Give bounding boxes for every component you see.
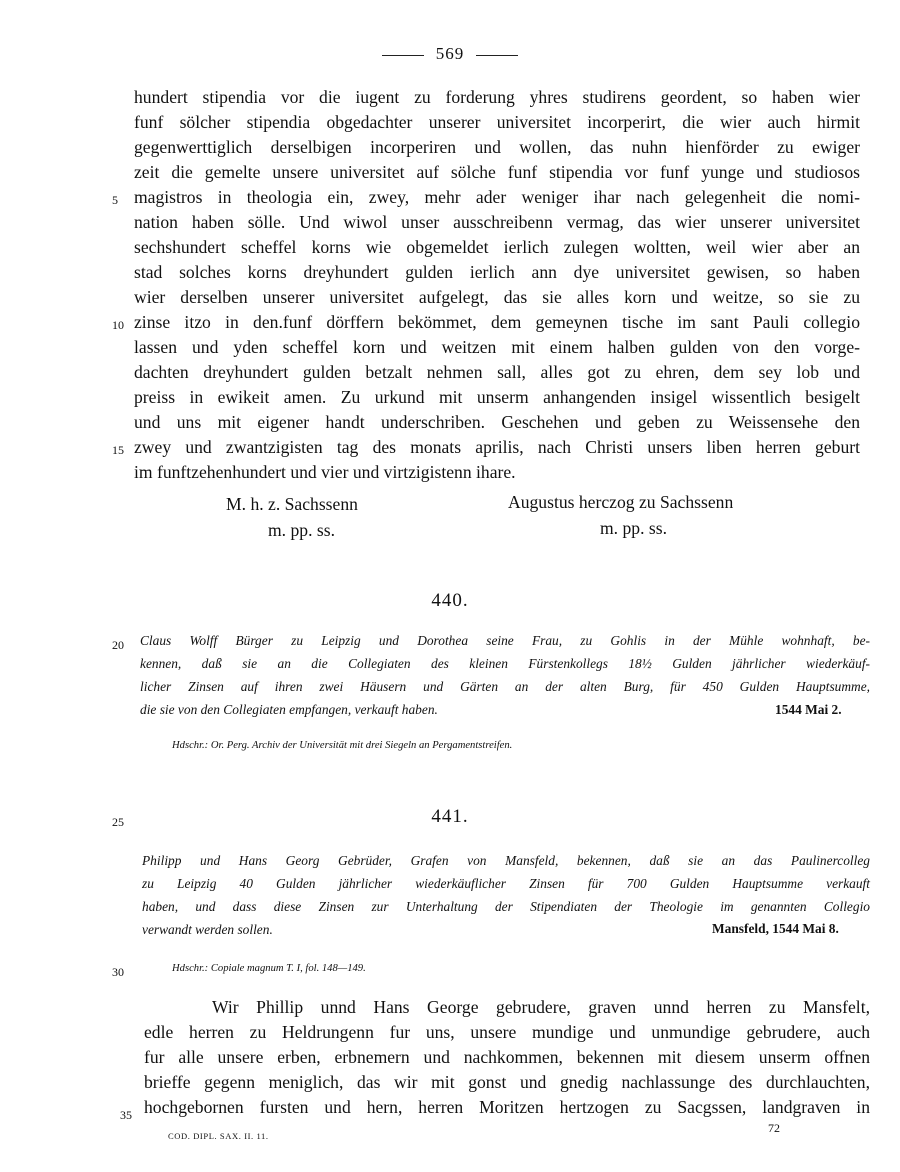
body-line: magistros in theologia ein, zwey, mehr ader weniger ihar nach gelegenheit die nomi- [134,187,860,207]
line-number: 15 [112,443,124,457]
footer-series: COD. DIPL. SAX. II. 11. [168,1131,269,1141]
line-number: 10 [112,318,124,332]
source-note: Hdschr.: Or. Perg. Archiv der Universität mit drei Siegeln an Pergamentstreifen. [172,740,513,751]
document-date: Mansfeld, 1544 Mai 8. [712,921,839,936]
signature-left-mark: m. pp. ss. [268,520,335,540]
source-note: Hdschr.: Copiale magnum T. I, fol. 148—149. [172,963,366,974]
body-line: Wir Phillip unnd Hans George gebrudere, graven unnd herren zu Mansfelt, [212,997,870,1017]
page-number: 569 [435,44,465,63]
document-number-440: 440. [431,590,469,611]
body-line: sechshundert scheffel korns wie obgemeldet ierlich zulegen woltten, weil wier aber an [134,237,860,257]
body-line: zwey und zwantzigisten tag des monats aprilis, nach Christi unsers liben herren geburt [134,437,860,457]
regest-line: kennen, daß sie an die Collegiaten des kleinen Fürstenkollegs 18½ Gulden jährlicher wiederkäuf- [140,656,870,671]
regest-line: Philipp und Hans Georg Gebrüder, Grafen von Mansfeld, bekennen, daß sie an das Paulinercolleg [142,853,870,868]
header-dash-right [476,55,518,56]
line-number: 20 [112,638,124,652]
body-line: zeit die gemelte unsere universitet auf sölche funf stipendia vor funf yunge und studiosos [134,162,860,182]
body-line: dachten dreyhundert gulden betzalt nehmen sall, alles got zu ehren, dem sey lob und [134,362,860,382]
signature-left-name: M. h. z. Sachssenn [226,494,358,514]
body-line: funf sölcher stipendia obgedachter unserer universitet incorperirt, die wier auch hirmit [134,112,860,132]
line-number: 25 [112,815,124,829]
body-line: stad solches korns dreyhundert gulden ierlich ann dye universitet gewisen, so haben [134,262,860,282]
body-line: im funftzehenhundert und vier und virtzigistenn ihare. [134,462,516,482]
body-line: edle herren zu Heldrungenn fur uns, unsere mundige und unmundige gebrudere, auch [144,1022,870,1042]
regest-line: verwandt werden sollen. [142,922,273,937]
regest-line: haben, und dass diese Zinsen zur Unterhaltung der Stipendiaten der Theologie im genannten Collegio [142,899,870,914]
body-line: hundert stipendia vor die iugent zu forderung yhres studirens geordent, so haben wier [134,87,860,107]
document-number-441: 441. [431,806,469,827]
body-line: brieffe gegenn meniglich, das wir mit gonst und gnedig nachlassunge des durchlauchten, [144,1072,870,1092]
page-header [0,44,900,64]
header-dash-left [382,55,424,56]
regest-line: Claus Wolff Bürger zu Leipzig und Dorothea seine Frau, zu Gohlis in der Mühle wohnhaft, be- [140,633,870,648]
regest-line: zu Leipzig 40 Gulden jährlicher wiederkäuflicher Zinsen für 700 Gulden Hauptsumme verkauft [142,876,870,891]
body-line: lassen und yden scheffel korn und weitzen mit einem halben gulden von den vorge- [134,337,860,357]
body-line: preiss in ewikeit amen. Zu urkund mit unserm anhangenden insigel wissentlich besigelt [134,387,860,407]
signature-right-mark: m. pp. ss. [600,518,667,538]
body-line: hochgebornen fursten und hern, herren Moritzen hertzogen zu Sacgssen, landgraven in [144,1097,870,1117]
line-number: 30 [112,965,124,979]
document-date: 1544 Mai 2. [775,702,842,717]
body-line: fur alle unsere erben, erbnemern und nachkommen, bekennen mit diesem unserm offnen [144,1047,870,1067]
body-line: gegenwerttiglich derselbigen incorperiren und wollen, das nuhn hienförder zu ewiger [134,137,860,157]
regest-line: licher Zinsen auf ihren zwei Häusern und Gärten an der alten Burg, für 450 Gulden Hauptsumme, [140,679,870,694]
body-line: zinse itzo in den.funf dörffern bekömmet, dem gemeynen tische im sant Pauli collegio [134,312,860,332]
footer-sheet-number: 72 [768,1121,780,1135]
body-line: wier derselben unserer universitet aufgelegt, das sie alles korn und weitze, so sie zu [134,287,860,307]
line-number: 5 [112,193,118,207]
line-number: 35 [120,1108,132,1122]
body-line: nation haben sölle. Und wiwol unser ausschreibenn vermag, das wier unserer universitet [134,212,860,232]
signature-right-name: Augustus herczog zu Sachssenn [508,492,734,512]
body-line: und uns mit eigener handt underschriben. Geschehen und geben zu Weissensehe den [134,412,860,432]
regest-line: die sie von den Collegiaten empfangen, verkauft haben. [140,702,438,717]
